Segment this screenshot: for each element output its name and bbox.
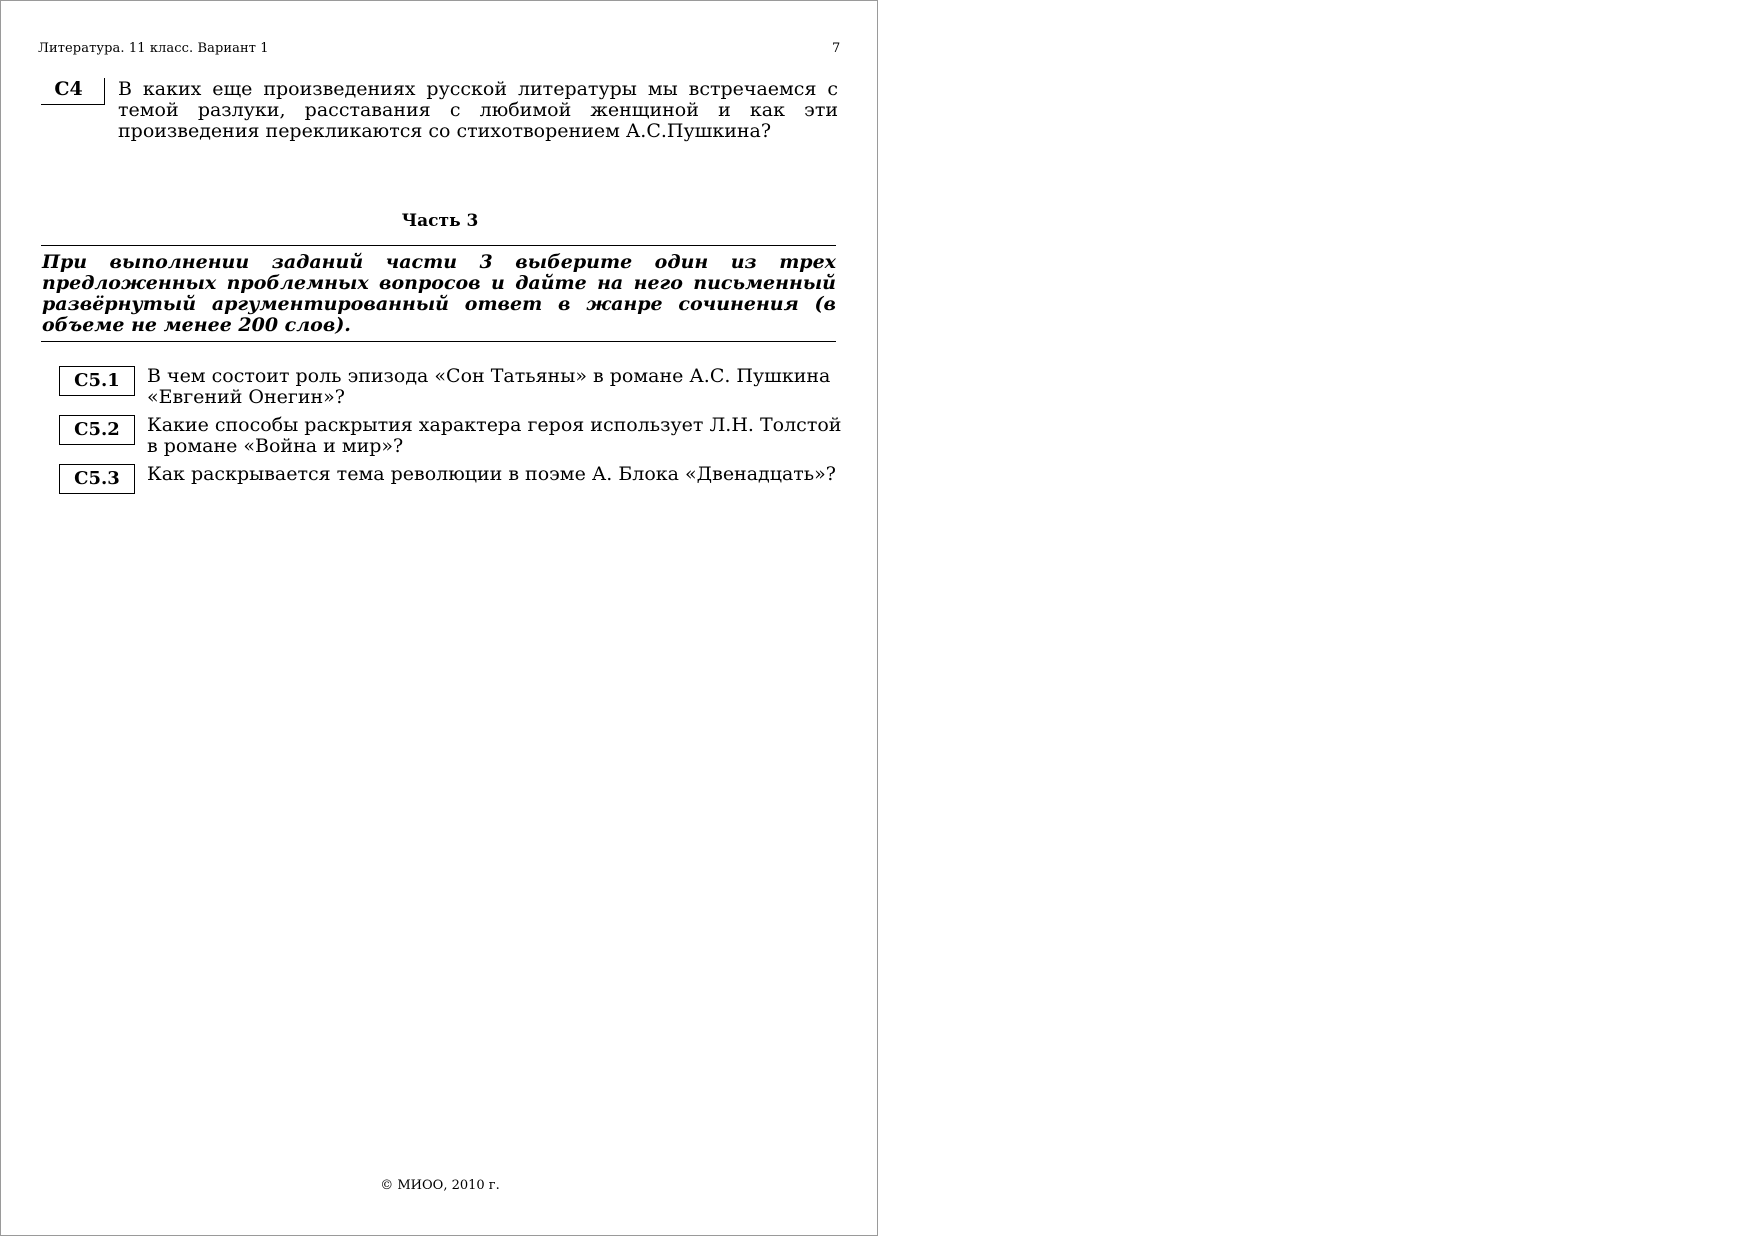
task-code-box: С5.1 [59,366,135,396]
task-text: В чем состоит роль эпизода «Сон Татьяны» в романе А.С. Пушкина «Евгений Онегин»? [147,365,831,408]
instruction-rule-bottom [41,341,836,342]
instruction-rule-top [41,245,836,246]
task-text-c4: В каких еще произведениях русской литературы мы встречаемся с темой разлуки, расставания с любимой женщиной и как эти произведения перекликаются со стихотворением А.С.Пушкина? [118,78,838,142]
task-code-box: С5.2 [59,415,135,445]
part-instruction: При выполнении заданий части 3 выберите один из трех предложенных проблемных вопросов и дайте на него письменный развёрнутый аргументированный ответ в жанре сочинения (в объеме не менее 200 слов). [42,251,836,336]
page-number: 7 [832,41,841,56]
task-code-c4: С4 [41,78,105,105]
task-text: Как раскрывается тема революции в поэме А. Блока «Двенадцать»? [147,463,836,485]
footer-copyright: © МИОО, 2010 г. [380,1178,500,1193]
header-title: Литература. 11 класс. Вариант 1 [38,41,269,56]
document-page [0,0,878,1236]
part-title: Часть 3 [401,211,479,231]
task-code-box: С5.3 [59,464,135,494]
task-text: Какие способы раскрытия характера героя использует Л.Н. Толстой в романе «Война и мир»? [147,414,842,457]
